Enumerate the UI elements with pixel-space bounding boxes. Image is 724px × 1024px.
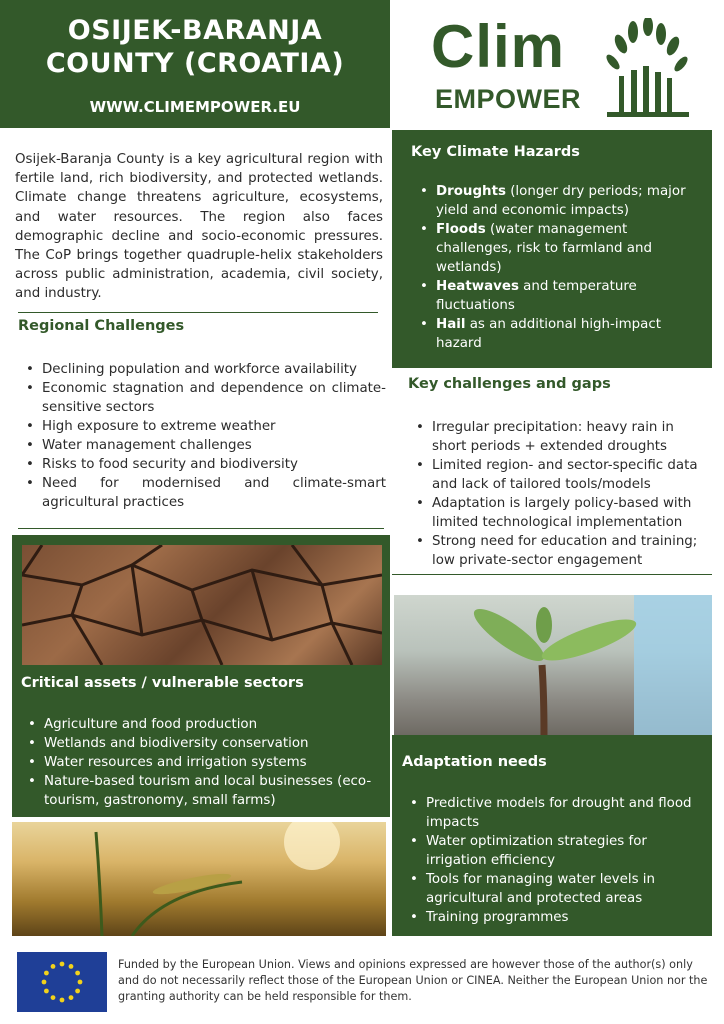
- list-item: • Floods (water management challenges, risk to farmland and wetlands): [416, 220, 700, 277]
- county-title: OSIJEK-BARANJA COUNTY (CROATIA): [45, 15, 345, 79]
- intro-paragraph: Osijek-Baranja County is a key agricultural region with fertile land, rich biodiversity, and protected wetlands. Climate change threatens agriculture, ecosystems, and water resources. The region also faces demographic decline and socio-economic pressures. The CoP brings together quadruple-helix stakeholders across public administration, academia, civil society, and industry.: [15, 152, 383, 302]
- divider: [392, 574, 712, 575]
- list-item: • Heatwaves and temperature fluctuations: [416, 277, 700, 315]
- logo-word-clim: Clim: [431, 13, 566, 80]
- eu-flag: [17, 952, 107, 1012]
- funding-disclaimer: Funded by the European Union. Views and opinions expressed are however those of the author(s) only and do not necessarily reflect those of the European Union or CINEA. Neither the European Union nor the granting authority can be held responsible for them.: [118, 958, 708, 1003]
- list-item: • Wetlands and biodiversity conservation: [24, 734, 378, 753]
- list-item: • Nature-based tourism and local businesses (eco-tourism, gastronomy, small farms): [24, 772, 378, 810]
- climempower-logo: [425, 13, 695, 118]
- seedling-photo: [394, 595, 712, 735]
- climate-hazards-panel: [392, 130, 712, 368]
- list-item: • Water management challenges: [22, 436, 386, 455]
- list-item: • Water resources and irrigation systems: [24, 753, 378, 772]
- list-item: • Tools for managing water levels in agricultural and protected areas: [406, 870, 708, 908]
- list-item: • Water optimization strategies for irrigation efficiency: [406, 832, 708, 870]
- adaptation-needs-panel: [392, 735, 712, 936]
- list-item: • Agriculture and food production: [24, 715, 378, 734]
- climate-hazards-list: [416, 182, 700, 353]
- list-item: • Training programmes: [406, 908, 708, 927]
- logo-word-empower: EMPOWER: [435, 84, 582, 114]
- critical-assets-title: Critical assets / vulnerable sectors: [21, 675, 304, 691]
- list-item: • Declining population and workforce availability: [22, 360, 386, 379]
- regional-challenges-list: [22, 360, 386, 512]
- adaptation-needs-list: [406, 794, 708, 927]
- list-item: • Adaptation is largely policy-based with limited technological implementation: [412, 494, 712, 532]
- list-item: • Irregular precipitation: heavy rain in short periods + extended droughts: [412, 418, 712, 456]
- wheat-field-photo: [12, 822, 386, 936]
- list-item: • Strong need for education and training; low private-sector engagement: [412, 532, 712, 570]
- climate-hazards-title: Key Climate Hazards: [411, 144, 580, 160]
- list-item: • Hail as an additional high-impact hazard: [416, 315, 700, 353]
- list-item: • Need for modernised and climate-smart agricultural practices: [22, 474, 386, 512]
- list-item: • Droughts (longer dry periods; major yield and economic impacts): [416, 182, 700, 220]
- list-item: • Economic stagnation and dependence on climate-sensitive sectors: [22, 379, 386, 417]
- challenges-gaps-title: Key challenges and gaps: [408, 376, 611, 392]
- critical-assets-list: [24, 715, 378, 810]
- list-item: • Risks to food security and biodiversity: [22, 455, 386, 474]
- divider: [18, 528, 384, 529]
- list-item: • High exposure to extreme weather: [22, 417, 386, 436]
- divider: [18, 312, 378, 313]
- cracked-earth-photo: [22, 545, 382, 665]
- challenges-gaps-list: [412, 418, 712, 570]
- website-link[interactable]: WWW.CLIMEMPOWER.EU: [89, 98, 301, 116]
- list-item: • Limited region- and sector-specific data and lack of tailored tools/models: [412, 456, 712, 494]
- critical-assets-panel: [12, 535, 390, 817]
- hands-tree-icon: [603, 18, 693, 118]
- list-item: • Predictive models for drought and flood impacts: [406, 794, 708, 832]
- regional-challenges-title: Regional Challenges: [18, 318, 185, 334]
- header-block: [0, 0, 390, 128]
- adaptation-needs-title: Adaptation needs: [402, 754, 547, 770]
